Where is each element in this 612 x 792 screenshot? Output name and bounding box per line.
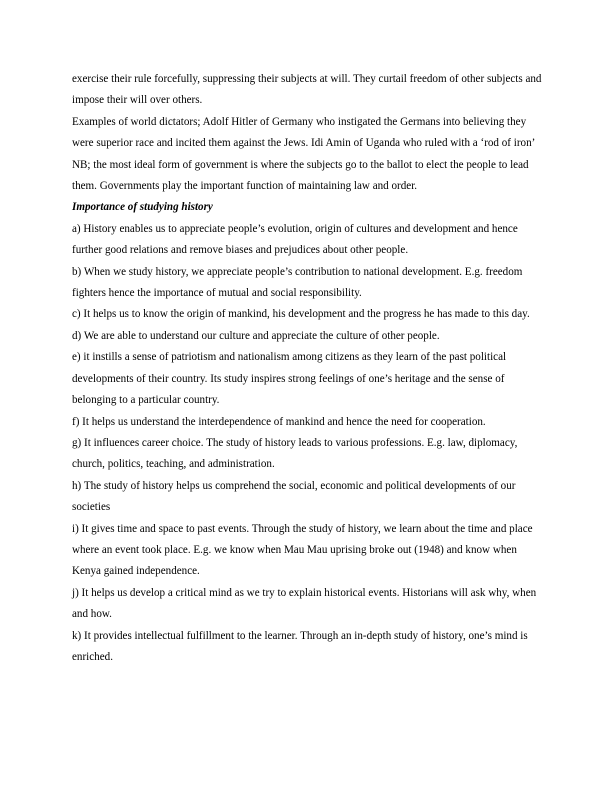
section-heading: Importance of studying history (72, 201, 213, 214)
point-h: h) The study of history helps us comprehend the social, economic and political developments of our societies (72, 479, 516, 514)
point-a: a) History enables us to appreciate people’s evolution, origin of cultures and development and hence further good relations and remove biases and prejudices about other people. (72, 222, 518, 257)
paragraph-dictator-rule: exercise their rule forcefully, suppressing their subjects at will. They curtail freedom of other subjects and impose their will over others. (72, 73, 542, 107)
paragraph-nb-government: NB; the most ideal form of government is where the subjects go to the ballot to elect the people to lead them. Governments play the important function of maintaining law and order. (72, 158, 529, 193)
point-c: c) It helps us to know the origin of mankind, his development and the progress he has made to this day. (72, 308, 530, 321)
point-j: j) It helps us develop a critical mind as we try to explain historical events. Historians will ask why, when and how. (72, 586, 537, 621)
point-i: i) It gives time and space to past events. Through the study of history, we learn about the time and place where an event took place. E.g. we know when Mau Mau uprising broke out (1948) and know when Kenya gained independence. (72, 522, 533, 578)
paragraph-dictator-examples: Examples of world dictators; Adolf Hitler of Germany who instigated the Germans into believing they were superior race and incited them against the Jews. Idi Amin of Uganda who ruled with a ‘rod of iron’ (72, 115, 536, 150)
point-f: f) It helps us understand the interdependence of mankind and hence the need for cooperation. (72, 415, 486, 428)
point-k: k) It provides intellectual fulfillment to the learner. Through an in-depth study of history, one’s mind is enriched. (72, 629, 528, 663)
body-text (72, 69, 542, 668)
point-g: g) It influences career choice. The study of history leads to various professions. E.g. law, diplomacy, church, politics, teaching, and administration. (72, 436, 518, 471)
point-d: d) We are able to understand our culture and appreciate the culture of other people. (72, 329, 440, 342)
point-e: e) it instills a sense of patriotism and nationalism among citizens as they learn of the past political developments of their country. Its study inspires strong feelings of one’s heritage and the sense of belonging to a particular country. (72, 351, 507, 407)
point-b: b) When we study history, we appreciate people’s contribution to national development. E.g. freedom fighters hence the importance of mutual and social responsibility. (72, 265, 523, 300)
